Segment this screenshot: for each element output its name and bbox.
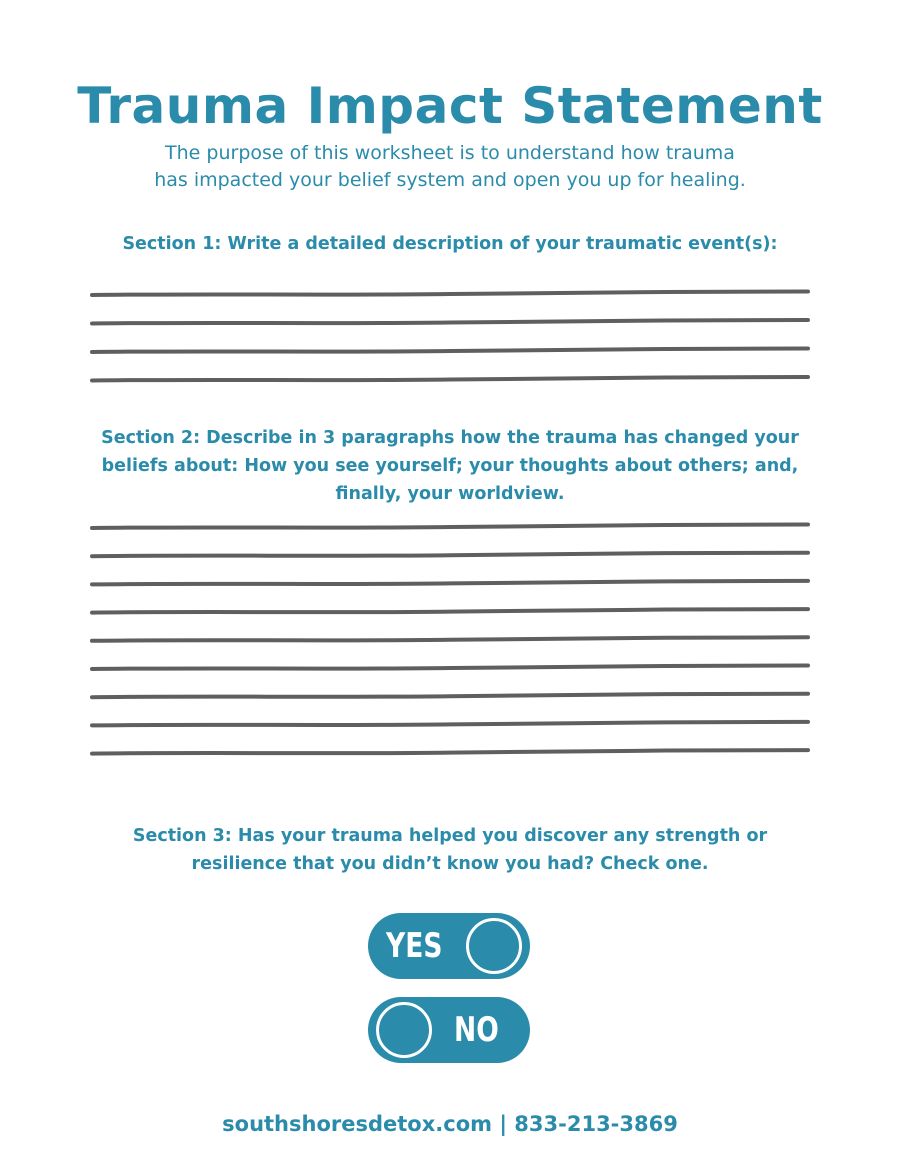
- answer-line: [92, 292, 808, 296]
- section-2-heading: [0, 424, 900, 508]
- answer-line: [92, 525, 808, 529]
- answer-line: [92, 349, 808, 353]
- section-3-heading-line: resilience that you didn’t know you had? Check one.: [191, 854, 709, 874]
- answer-lines-svg: [88, 516, 812, 762]
- answer-line: [92, 581, 808, 585]
- subtitle: [0, 140, 900, 194]
- yes-label: YES: [386, 926, 443, 966]
- footer-contact: southshoresdetox.com | 833-213-3869: [222, 1112, 678, 1136]
- section-3-heading: [0, 822, 900, 878]
- section-3-heading-line: Section 3: Has your trauma helped you discover any strength or: [132, 826, 768, 846]
- subtitle-line: The purpose of this worksheet is to understand how trauma: [165, 142, 735, 164]
- no-toggle[interactable]: [368, 997, 530, 1063]
- section-2-heading-line: beliefs about: How you see yourself; your thoughts about others; and,: [101, 456, 799, 476]
- answer-line: [92, 750, 808, 754]
- answer-line: [92, 666, 808, 670]
- toggle-knob-icon: [376, 1002, 432, 1058]
- section-1-answer-lines[interactable]: [88, 283, 812, 389]
- answer-line: [92, 694, 808, 698]
- section-1-heading-line: Section 1: Write a detailed description of your traumatic event(s):: [122, 234, 778, 254]
- section-2-heading-line: finally, your worldview.: [335, 484, 565, 504]
- answer-line: [92, 377, 808, 381]
- answer-line: [92, 637, 808, 641]
- toggle-knob-icon: [466, 918, 522, 974]
- section-2-answer-lines[interactable]: [88, 516, 812, 762]
- answer-line: [92, 609, 808, 613]
- answer-line: [92, 553, 808, 557]
- answer-line: [92, 722, 808, 726]
- section-1-heading: [0, 230, 900, 258]
- answer-lines-svg: [88, 283, 812, 389]
- page-title: Trauma Impact Statement: [77, 77, 823, 135]
- subtitle-line: has impacted your belief system and open you up for healing.: [154, 169, 746, 191]
- yes-toggle[interactable]: [368, 913, 530, 979]
- section-2-heading-line: Section 2: Describe in 3 paragraphs how the trauma has changed your: [101, 428, 799, 448]
- answer-line: [92, 320, 808, 324]
- no-label: NO: [454, 1010, 499, 1050]
